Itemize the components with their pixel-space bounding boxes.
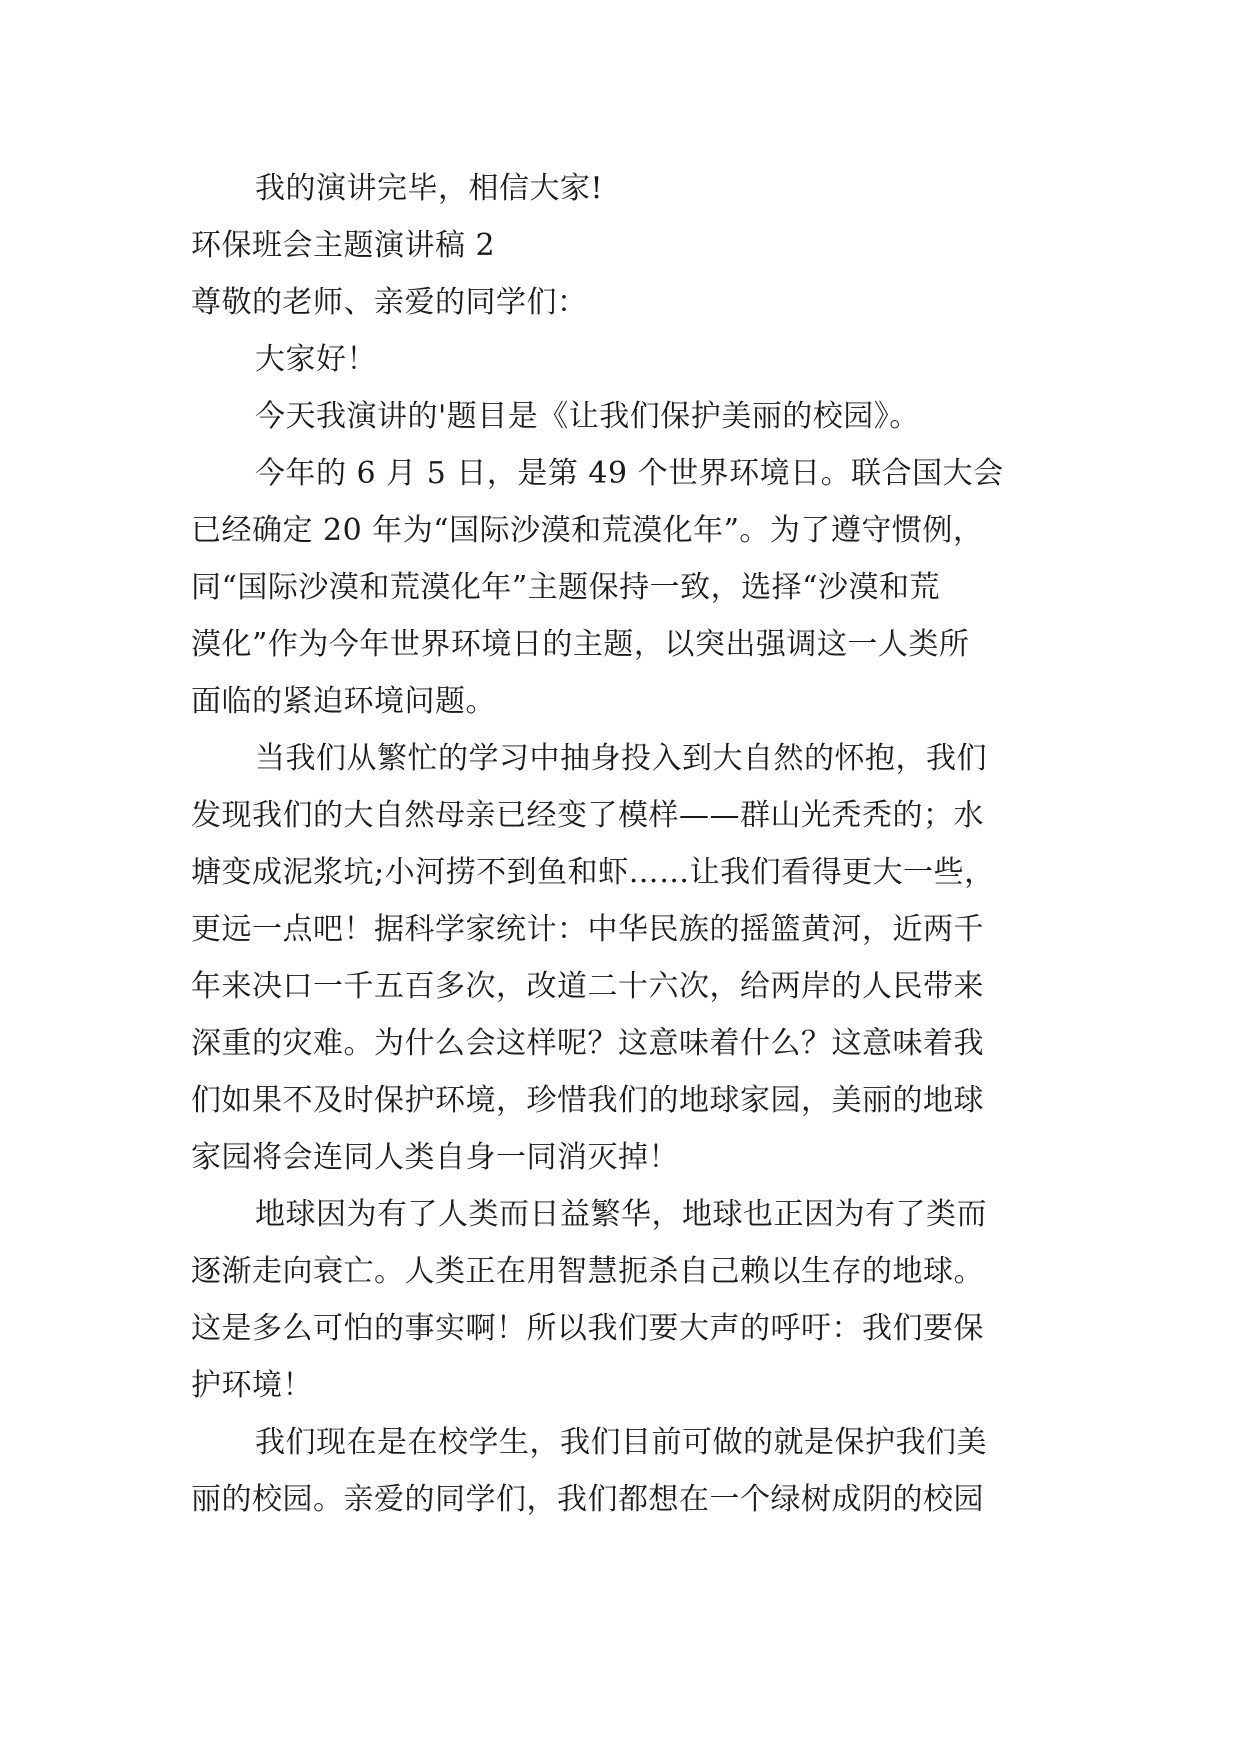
paragraph-line: 这是多么可怕的事实啊！所以我们要大声的呼吁：我们要保 <box>191 1311 984 1346</box>
paragraph-line: 逐渐走向衰亡。人类正在用智慧扼杀自己赖以生存的地球。 <box>191 1254 984 1289</box>
paragraph-line: 家园将会连同人类自身一同消灭掉！ <box>191 1140 679 1175</box>
paragraph-line: 地球因为有了人类而日益繁华，地球也正因为有了类而 <box>255 1197 987 1232</box>
paragraph-nature-changes <box>191 730 1051 1186</box>
paragraph-line: 面临的紧迫环境问题。 <box>191 684 496 719</box>
paragraph-line: 护环境！ <box>191 1368 313 1403</box>
paragraph-line: 同“国际沙漠和荒漠化年”主题保持一致，选择“沙漠和荒 <box>191 570 941 605</box>
paragraph-protect-campus <box>191 1414 1051 1528</box>
paragraph-line: 们如果不及时保护环境，珍惜我们的地球家园，美丽的地球 <box>191 1083 984 1118</box>
paragraph-line: 漠化”作为今年世界环境日的主题，以突出强调这一人类所 <box>191 627 970 662</box>
paragraph-line: 发现我们的大自然母亲已经变了模样——群山光秃秃的；水 <box>191 798 984 833</box>
paragraph-line: 塘变成泥浆坑;小河捞不到鱼和虾……让我们看得更大一些， <box>191 855 995 890</box>
document-body <box>191 160 1051 1528</box>
paragraph-environment-day <box>191 445 1051 730</box>
topic-line: 今天我演讲的'题目是《让我们保护美丽的校园》。 <box>255 399 920 434</box>
paragraph-line: 更远一点吧！据科学家统计：中华民族的摇篮黄河，近两千 <box>191 912 984 947</box>
paragraph-line: 丽的校园。亲爱的同学们，我们都想在一个绿树成阴的校园 <box>191 1482 984 1517</box>
greeting: 大家好！ <box>255 342 377 377</box>
salutation: 尊敬的老师、亲爱的同学们： <box>191 285 588 320</box>
paragraph-line: 已经确定 20 年为“国际沙漠和荒漠化年”。为了遵守惯例， <box>191 513 984 548</box>
paragraph-line: 年来决口一千五百多次，改道二十六次，给两岸的人民带来 <box>191 969 984 1004</box>
document-title: 环保班会主题演讲稿 2 <box>191 228 496 263</box>
paragraph-line: 深重的灾难。为什么会这样呢？这意味着什么？这意味着我 <box>191 1026 984 1061</box>
closing-line: 我的演讲完毕，相信大家! <box>255 171 604 206</box>
paragraph-line: 我们现在是在校学生，我们目前可做的就是保护我们美 <box>255 1425 987 1460</box>
paragraph-line: 今年的 6 月 5 日，是第 49 个世界环境日。联合国大会 <box>255 456 1004 491</box>
paragraph-earth-decline <box>191 1186 1051 1414</box>
paragraph-line: 当我们从繁忙的学习中抽身投入到大自然的怀抱，我们 <box>255 741 987 776</box>
